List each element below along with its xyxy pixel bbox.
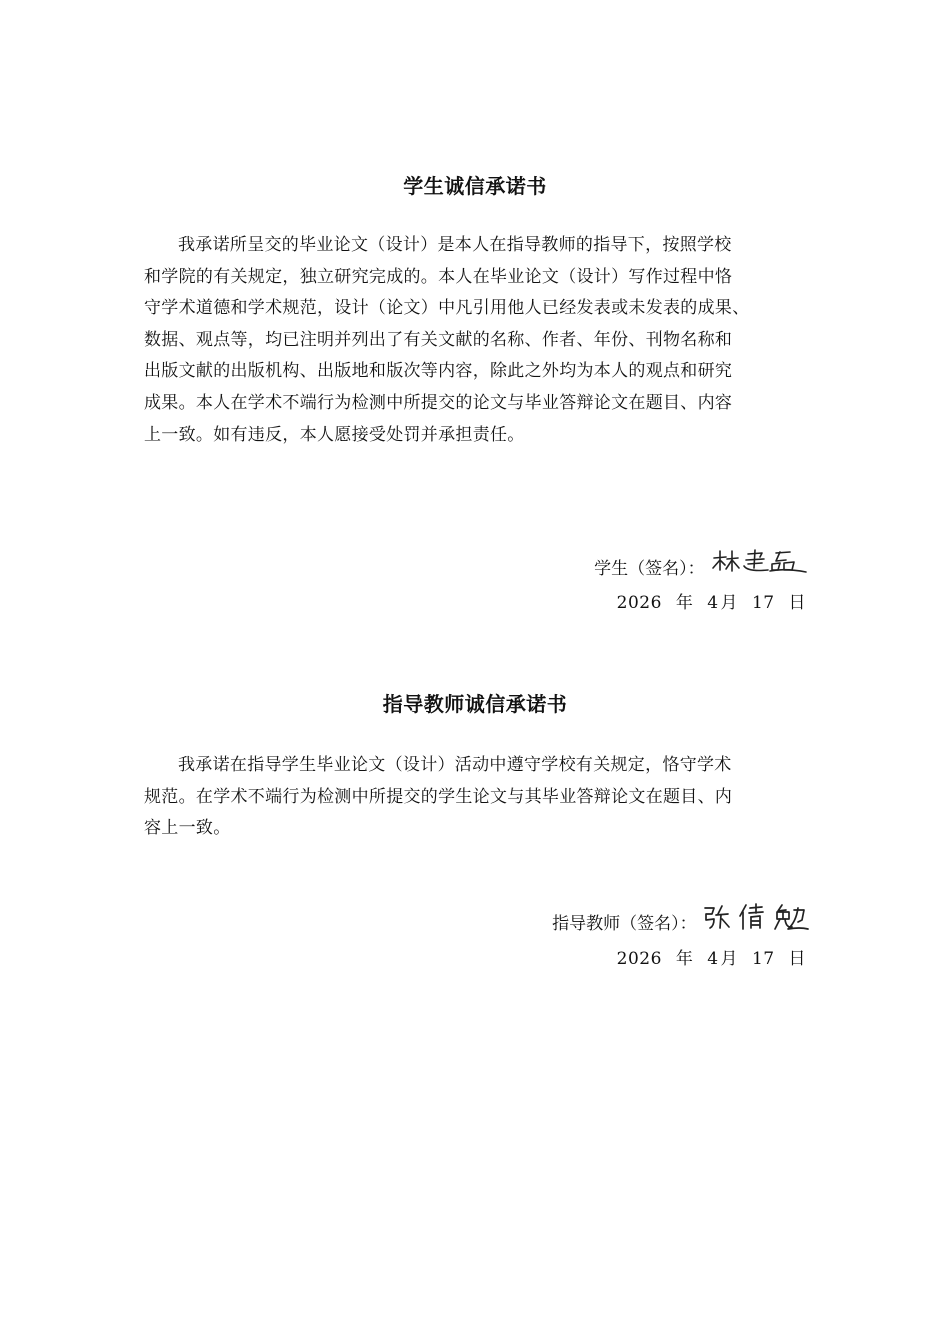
advisor-signature-row: [552, 902, 810, 941]
student-pledge-line: 成果。本人在学术不端行为检测中所提交的论文与毕业答辩论文在题目、内容: [144, 392, 733, 413]
student-pledge-line: 出版文献的出版机构、出版地和版次等内容，除此之外均为本人的观点和研究: [144, 361, 733, 382]
advisor-date-year: 2026: [616, 949, 662, 969]
student-pledge-line: 上一致。如有违反，本人愿接受处罚并承担责任。: [144, 424, 525, 445]
student-pledge-title: 学生诚信承诺书: [403, 174, 547, 198]
advisor-signature-label: 指导教师（签名）：: [552, 914, 697, 934]
advisor-pledge-line: 规范。在学术不端行为检测中所提交的学生论文与其毕业答辩论文在题目、内: [144, 786, 733, 807]
student-signature-label: 学生（签名）：: [594, 559, 705, 579]
advisor-pledge-line: 容上一致。: [144, 818, 231, 839]
advisor-signature-image: [702, 902, 810, 941]
advisor-date-day: 17: [751, 949, 775, 969]
advisor-pledge-body: [144, 750, 806, 845]
student-pledge-body: [144, 230, 806, 451]
student-signature-row: [594, 548, 810, 585]
student-date-year: 2026: [616, 593, 662, 613]
advisor-date-month: 4: [707, 949, 719, 969]
student-date-day: 17: [751, 593, 775, 613]
student-date: [617, 588, 806, 613]
student-pledge-line: 数据、观点等，均已注明并列出了有关文献的名称、作者、年份、刊物名称和: [144, 329, 733, 350]
student-signature-image: [710, 548, 810, 585]
advisor-date-day-unit: 日: [788, 949, 806, 969]
advisor-date-year-unit: 年: [675, 949, 694, 969]
student-date-month: 4: [707, 593, 719, 613]
advisor-pledge-title: 指导教师诚信承诺书: [382, 692, 568, 716]
advisor-date: [617, 944, 806, 969]
student-pledge-line: 我承诺所呈交的毕业论文（设计）是本人在指导教师的指导下，按照学校: [178, 235, 732, 255]
student-date-day-unit: 日: [788, 593, 806, 613]
student-pledge-line: 守学术道德和学术规范，设计（论文）中凡引用他人已经发表或未发表的成果、: [144, 298, 750, 319]
student-pledge-line: 和学院的有关规定，独立研究完成的。本人在毕业论文（设计）写作过程中恪: [144, 266, 733, 287]
student-date-month-unit: 月: [720, 593, 739, 613]
student-date-year-unit: 年: [675, 593, 694, 613]
advisor-date-month-unit: 月: [720, 949, 739, 969]
advisor-pledge-line: 我承诺在指导学生毕业论文（设计）活动中遵守学校有关规定，恪守学术: [178, 755, 732, 775]
